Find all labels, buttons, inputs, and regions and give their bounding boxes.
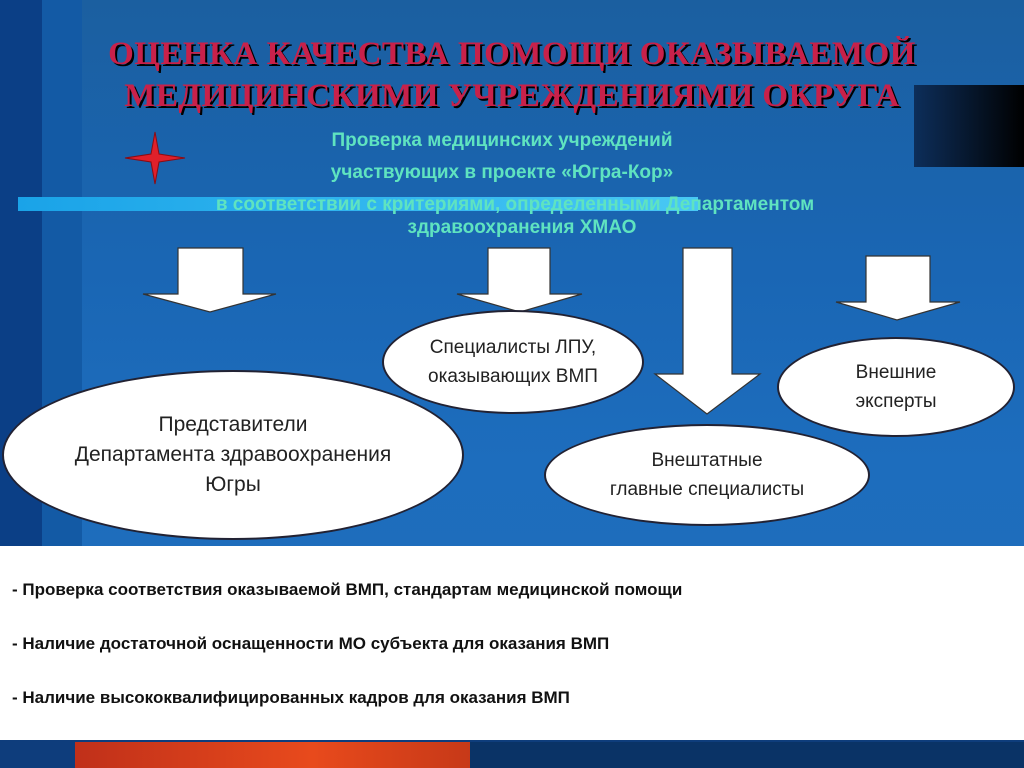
footer-red-bar [75,742,470,768]
node-specialists [382,310,644,414]
arrow-down-1 [143,248,276,312]
criteria-item-3: - Наличие высококвалифицированных кадров для оказания ВМП [12,688,570,707]
node-freelance-line-2: главные специалисты [609,479,805,500]
node-freelance-line-1: Внештатные [651,450,763,471]
subtitle-line-3: в соответствии с критериями, определенными Департаментом [215,194,815,215]
arrow-down-3 [655,248,760,414]
title-line-1: ОЦЕНКА КАЧЕСТВА ПОМОЩИ ОКАЗЫВАЕМОЙ [108,36,916,72]
subtitle-line-4: здравоохранения ХМАО [407,217,637,238]
node-representatives [2,370,464,540]
node-external-experts [777,337,1015,437]
node-representatives-line-2: Департамента здравоохранения [74,443,392,466]
node-external-line-2: эксперты [855,391,937,412]
node-specialists-line-1: Специалисты ЛПУ, [429,337,597,358]
footer-dark-bar [470,742,1024,768]
criteria-panel [0,546,1024,740]
node-external-line-1: Внешние [855,362,937,383]
node-freelance-specialists [544,424,870,526]
node-specialists-line-2: оказывающих ВМП [428,366,598,387]
subtitle-line-2: участвующих в проекте «Югра-Кор» [330,162,674,183]
node-representatives-line-3: Югры [205,473,261,496]
arrow-down-4 [836,256,960,320]
node-representatives-line-1: Представители [158,413,308,436]
arrow-down-2 [457,248,582,312]
criteria-item-2: - Наличие достаточной оснащенности МО субъекта для оказания ВМП [12,634,610,653]
title-line-2: МЕДИЦИНСКИМИ УЧРЕЖДЕНИЯМИ ОКРУГА [124,78,900,114]
subtitle-line-1: Проверка медицинских учреждений [331,130,673,151]
criteria-item-1: - Проверка соответствия оказываемой ВМП, стандартам медицинской помощи [12,580,683,599]
